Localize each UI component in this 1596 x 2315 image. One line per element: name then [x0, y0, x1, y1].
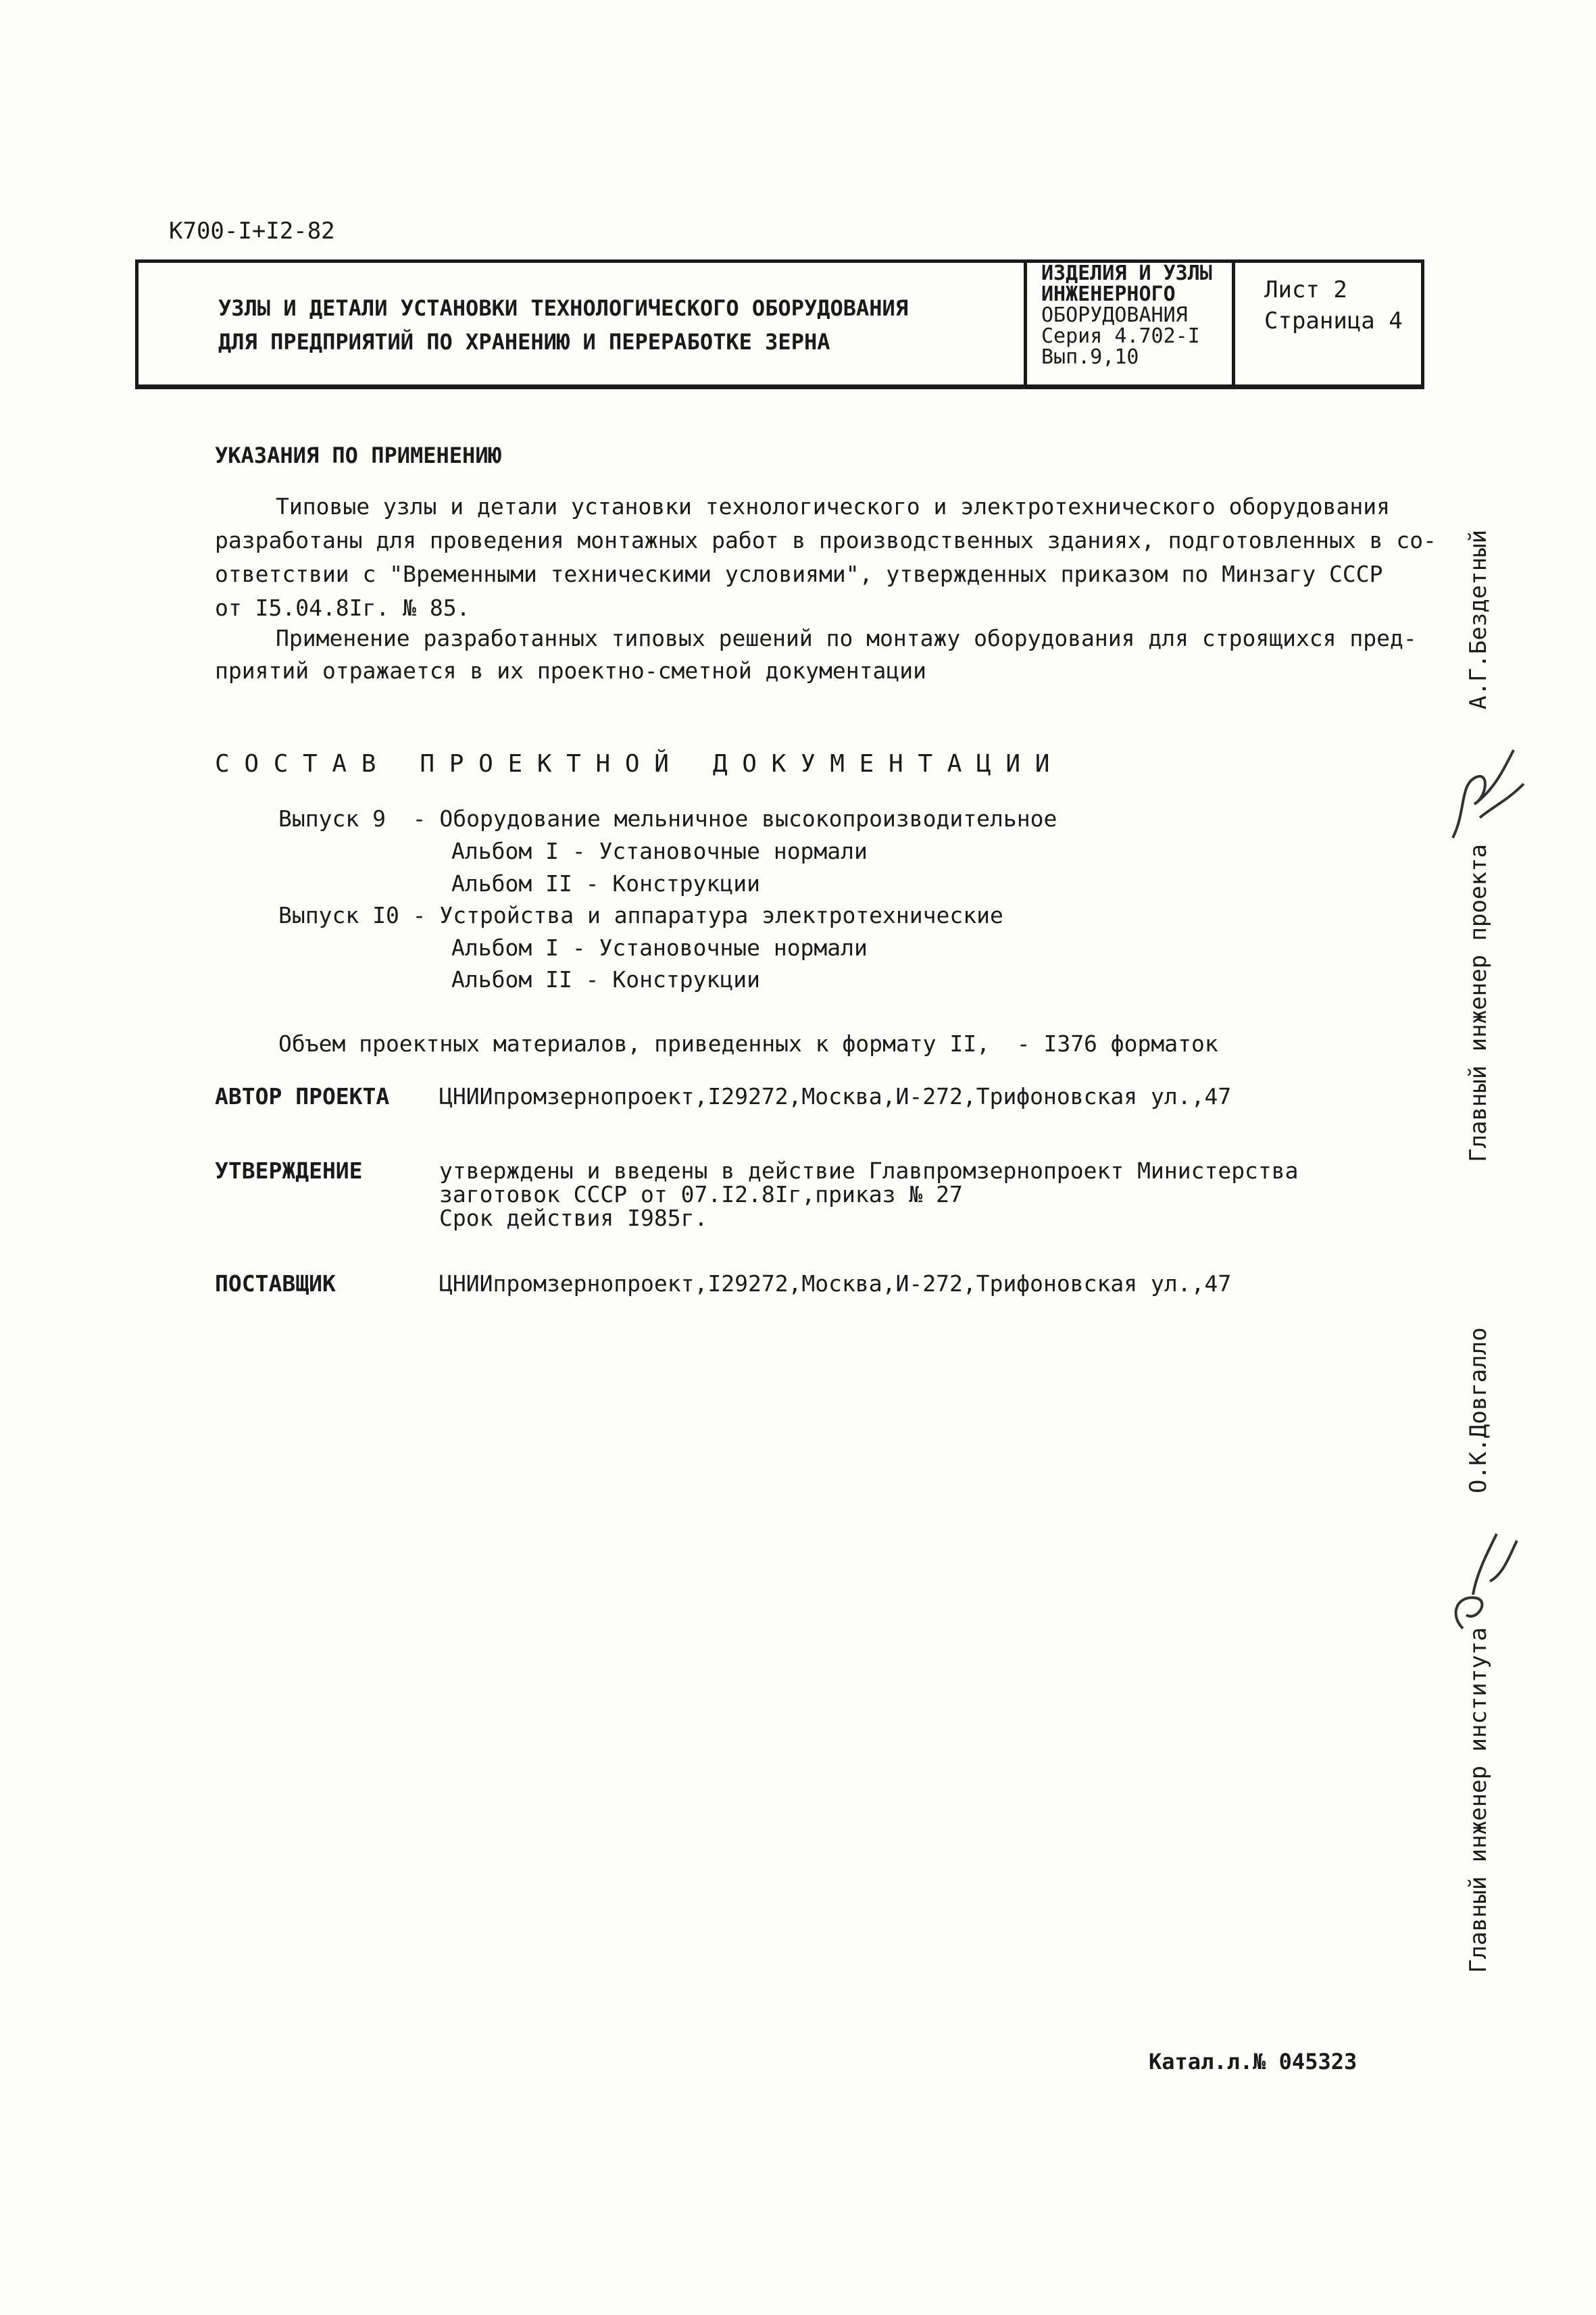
issue-line: Выпуск I0 - Устройства и аппаратура электротехнические [278, 902, 1003, 928]
paragraph-line: ответствии с "Временными техническими условиями", утвержденных приказом по Минзагу СССР [215, 561, 1383, 587]
supplier-label: ПОСТАВЩИК [215, 1270, 336, 1297]
series-line: ИНЖЕНЕРНОГО [1041, 282, 1176, 306]
paragraph-line: от I5.04.8Iг. № 85. [215, 595, 470, 621]
approval-line: утверждены и введены в действие Главпромзернопроект Министерства [439, 1158, 1299, 1184]
album-line: Альбом II - Конструкции [451, 870, 760, 897]
title-block-divider [1232, 263, 1235, 384]
chief-institute-engineer-name: О.К.Довгалло [1465, 1327, 1492, 1493]
series-line: ОБОРУДОВАНИЯ [1041, 303, 1188, 327]
series-line: ИЗДЕЛИЯ И УЗЛЫ [1041, 262, 1212, 285]
approval-line: заготовок СССР от 07.I2.8Iг,приказ № 27 [439, 1181, 963, 1208]
supplier-value: ЦНИИпромзернопроект,I29272,Москва,И-272,Трифоновская ул.,47 [439, 1270, 1232, 1297]
approval-line: Срок действия I985г. [439, 1205, 708, 1231]
approval-label: УТВЕРЖДЕНИЕ [215, 1158, 363, 1184]
series-line: Вып.9,10 [1041, 345, 1139, 369]
volume-line: Объем проектных материалов, приведенных к формату II, - I376 форматок [278, 1030, 1218, 1057]
album-line: Альбом I - Установочные нормали [451, 838, 868, 864]
catalog-number: Катал.л.№ 045323 [1149, 2049, 1357, 2074]
chief-project-engineer-title: Главный инженер проекта [1465, 844, 1492, 1162]
album-line: Альбом I - Установочные нормали [451, 935, 868, 961]
issue-line: Выпуск 9 - Оборудование мельничное высокопроизводительное [278, 805, 1057, 832]
sheet-number: Лист 2 [1264, 276, 1347, 303]
title-block-divider [1024, 263, 1027, 384]
paragraph-line: Применение разработанных типовых решений по монтажу оборудования для строящихся пред- [276, 625, 1417, 651]
author-value: ЦНИИпромзернопроект,I29272,Москва,И-272,Трифоновская ул.,47 [439, 1083, 1232, 1110]
page-number: Страница 4 [1264, 307, 1403, 334]
chief-institute-engineer-title: Главный инженер института [1465, 1627, 1492, 1973]
document-code: К700-I+I2-82 [169, 218, 335, 245]
stamp-title-line: ДЛЯ ПРЕДПРИЯТИЙ ПО ХРАНЕНИЮ И ПЕРЕРАБОТКЕ ЗЕРНА [218, 329, 830, 355]
stamp-series [1041, 263, 1212, 368]
stamp-title-line: УЗЛЫ И ДЕТАЛИ УСТАНОВКИ ТЕХНОЛОГИЧЕСКОГО ОБОРУДОВАНИЯ [218, 295, 909, 321]
chief-project-engineer-name: А.Г.Бездетный [1465, 529, 1492, 710]
author-label: АВТОР ПРОЕКТА [215, 1083, 390, 1110]
album-line: Альбом II - Конструкции [451, 966, 760, 993]
title-block [135, 259, 1424, 389]
signature-2 [1436, 1514, 1530, 1635]
signature-1 [1439, 737, 1534, 851]
instructions-heading: УКАЗАНИЯ ПО ПРИМЕНЕНИЮ [215, 443, 501, 468]
series-line: Серия 4.702-I [1041, 324, 1200, 348]
paragraph-line: приятий отражается в их проектно-сметной документации [215, 657, 926, 684]
paragraph-line: разработаны для проведения монтажных работ в производственных зданиях, подготовленных в со- [215, 527, 1437, 553]
paragraph-line: Типовые узлы и детали установки технологического и электротехнического оборудования [276, 493, 1391, 520]
composition-heading: С О С Т А В П Р О Е К Т Н О Й Д О К У М Е Н Т А Ц И И [215, 750, 1050, 778]
